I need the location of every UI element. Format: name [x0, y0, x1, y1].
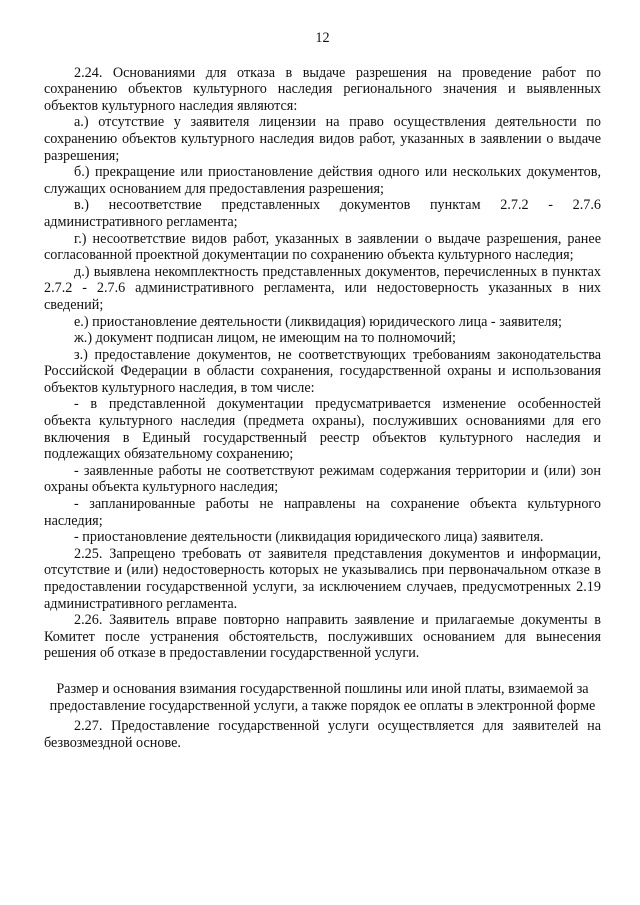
paragraph-2-27: 2.27. Предоставление государственной услуги осуществляется для заявителей на безвозмездной основе. [44, 718, 601, 751]
paragraph-2-26: 2.26. Заявитель вправе повторно направить заявление и прилагаемые документы в Комитет после устранения обстоятельств, послуживших основанием для вынесения решения об отказе в предоставлении государственной услуги. [44, 612, 601, 662]
list-item-d: д.) выявлена некомплектность представленных документов, перечисленных в пунктах 2.7.2 - 2.7.6 административного регламента, или недостоверность указанных в них сведений; [44, 263, 601, 313]
list-item-g: г.) несоответствие видов работ, указанных в заявлении о выдаче разрешения, ранее согласованной проектной документации по сохранению объекта культурного наследия; [44, 230, 601, 264]
list-item-v: в.) несоответствие представленных документов пунктам 2.7.2 - 2.7.6 административного регламента; [44, 197, 601, 230]
list-item-b: б.) прекращение или приостановление действия одного или нескольких документов, служащих основанием для предоставления разрешения; [44, 164, 601, 197]
list-item-e: е.) приостановление деятельности (ликвидация) юридического лица - заявителя; [74, 313, 562, 330]
page-number: 12 [315, 30, 330, 46]
section-heading: Размер и основания взимания государственной пошлины или иной платы, взимаемой за предоставление государственной услуги, а также порядок ее оплаты в электронной форме [49, 680, 596, 714]
paragraph-2-25: 2.25. Запрещено требовать от заявителя представления документов и информации, отсутствие и (или) недостоверность которых не указывались при первоначальном отказе в предоставлении государственной услуги, за исключением случаев, предусмотренных 2.19 административного регламента. [44, 545, 601, 612]
paragraph-2-24: 2.24. Основаниями для отказа в выдаче разрешения на проведение работ по сохранению объектов культурного наследия регионального значения и выявленных объектов культурного наследия являются: [44, 64, 601, 114]
sub-item-3: - запланированные работы не направлены на сохранение объекта культурного наследия; [44, 496, 601, 529]
sub-item-2: - заявленные работы не соответствуют режимам содержания территории и (или) зон охраны объекта культурного наследия; [44, 462, 601, 496]
list-item-z: з.) предоставление документов, не соответствующих требованиям законодательства Российской Федерации в области сохранения, государственной охраны и использования объектов культурного наследия, в том числе: [44, 346, 601, 396]
document-page [44, 30, 601, 751]
sub-item-1: - в представленной документации предусматривается изменение особенностей объекта культурного наследия (предмета охраны), послуживших основаниями для его включения в Единый государственный реестр объектов культурного наследия и подлежащих обязательному сохранению; [44, 396, 601, 463]
list-item-a: а.) отсутствие у заявителя лицензии на право осуществления деятельности по сохранению объектов культурного наследия видов работ, указанных в заявлении о выдаче разрешения; [44, 114, 601, 164]
list-item-zh: ж.) документ подписан лицом, не имеющим на то полномочий; [74, 330, 456, 347]
sub-item-4: - приостановление деятельности (ликвидация юридического лица) заявителя. [74, 529, 544, 546]
